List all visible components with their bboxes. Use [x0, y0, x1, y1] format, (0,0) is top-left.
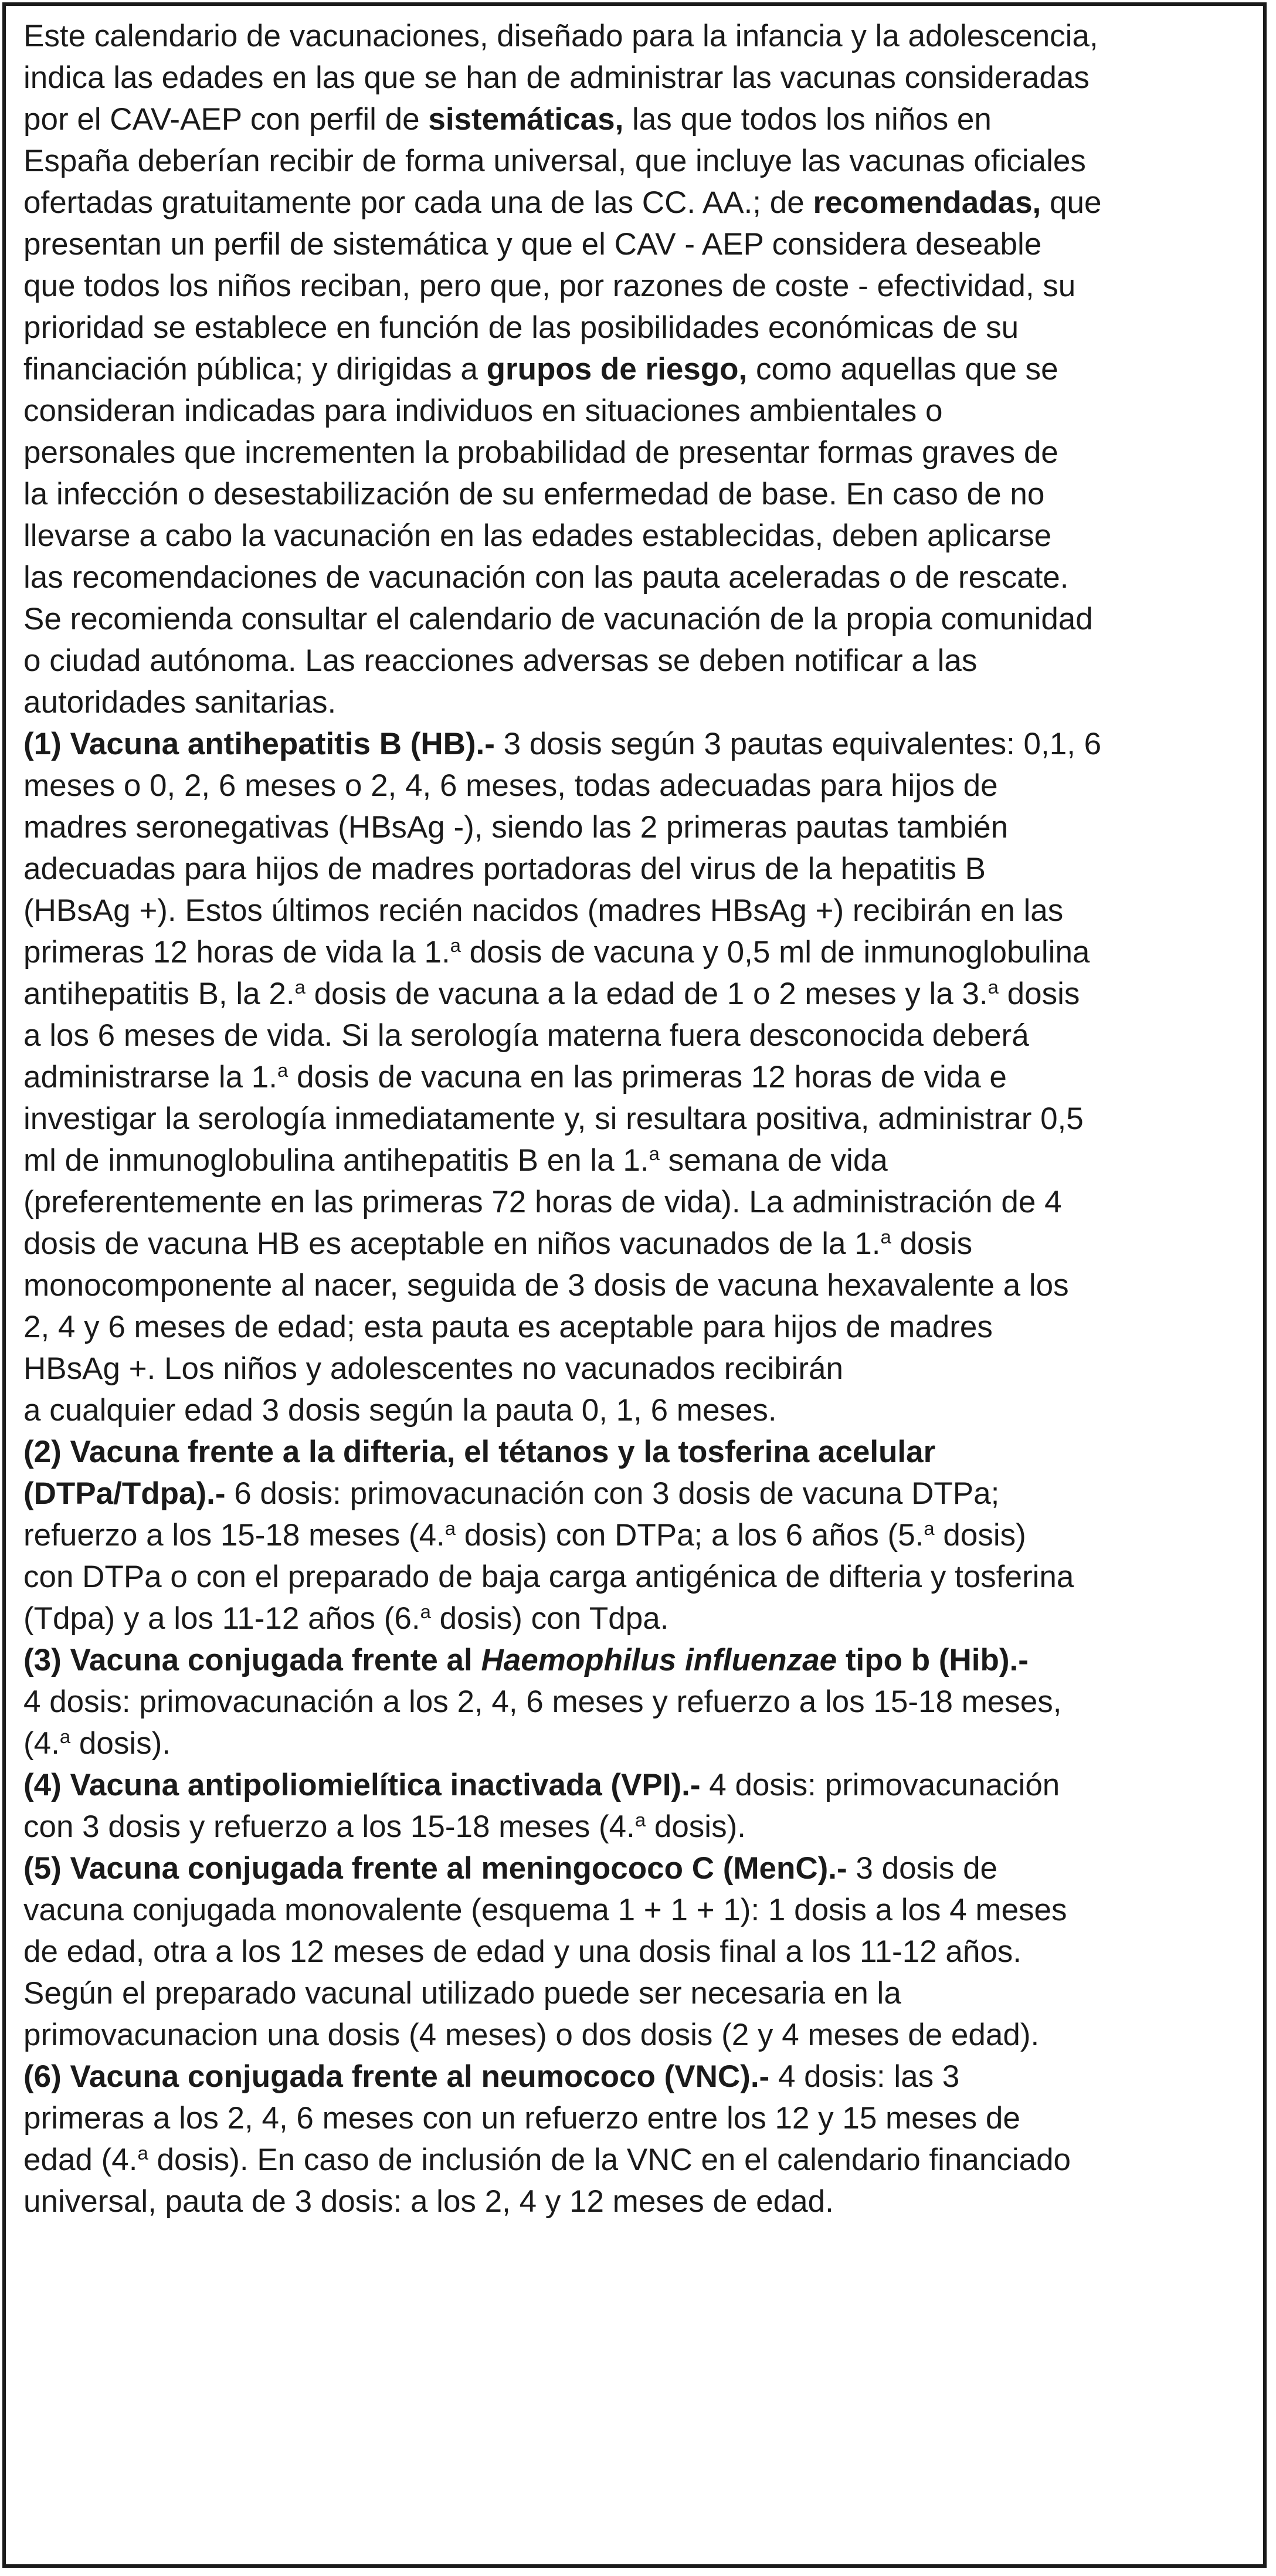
- text-line: [23, 973, 1255, 1015]
- text-line: [23, 1306, 1255, 1348]
- text-segment: ml de inmunoglobulina antihepatitis B en la 1.: [23, 1143, 649, 1178]
- text-line: [23, 1723, 1255, 1764]
- text-line: [23, 1181, 1255, 1223]
- text-segment: 3 dosis de: [847, 1851, 998, 1886]
- vaccine-note-5: [23, 1848, 1255, 2056]
- text-segment: las recomendaciones de vacunación con las pauta aceleradas o de rescate.: [23, 560, 1069, 595]
- text-segment: de edad, otra a los 12 meses de edad y una dosis final a los 11-12 años.: [23, 1934, 1022, 1969]
- text-segment: madres seronegativas (HBsAg -), siendo las 2 primeras pautas también: [23, 810, 1009, 845]
- text-line: [23, 140, 1255, 182]
- text-segment: primeras 12 horas de vida la 1.: [23, 935, 450, 970]
- text-line: [23, 723, 1255, 765]
- text-line: [23, 765, 1255, 806]
- text-segment: semana de vida: [659, 1143, 888, 1178]
- ordinal-superscript: a: [987, 975, 999, 998]
- text-line: [23, 15, 1255, 57]
- text-segment: dosis). En caso de inclusión de la VNC en el calendario financiado: [148, 2143, 1071, 2177]
- text-segment: antihepatitis B, la 2.: [23, 977, 295, 1011]
- text-line: [23, 1056, 1255, 1098]
- text-segment: prioridad se establece en función de las posibilidades económicas de su: [23, 310, 1019, 345]
- ordinal-superscript: a: [137, 2141, 148, 2164]
- text-segment: dosis): [934, 1518, 1026, 1553]
- text-line: [23, 1389, 1255, 1431]
- text-line: [23, 2014, 1255, 2056]
- text-segment: 6 dosis: primovacunación con 3 dosis de vacuna DTPa;: [225, 1476, 1000, 1511]
- text-line: [23, 806, 1255, 848]
- text-segment: financiación pública; y dirigidas a: [23, 352, 487, 387]
- text-segment: que: [1041, 185, 1102, 220]
- text-segment: a los 6 meses de vida. Si la serología materna fuera desconocida deberá: [23, 1018, 1029, 1053]
- text-line: [23, 1639, 1255, 1681]
- text-line: [23, 390, 1255, 432]
- text-segment: dosis) con DTPa; a los 6 años (5.: [456, 1518, 924, 1553]
- text-segment: por el CAV-AEP con perfil de: [23, 102, 429, 137]
- text-line: [23, 2056, 1255, 2097]
- text-segment: refuerzo a los 15-18 meses (4.: [23, 1518, 445, 1553]
- text-line: [23, 557, 1255, 598]
- vaccine-notes: [23, 723, 1255, 2222]
- text-line: [23, 1598, 1255, 1639]
- text-line: [23, 1223, 1255, 1265]
- bold-text: (DTPa/Tdpa).-: [23, 1476, 226, 1511]
- bold-text: sistemáticas,: [428, 102, 624, 137]
- text-segment: 3 dosis según 3 pautas equivalentes: 0,1, 6: [494, 727, 1102, 761]
- text-line: [23, 1348, 1255, 1389]
- text-line: [23, 515, 1255, 557]
- text-line: [23, 598, 1255, 640]
- text-segment: que todos los niños reciban, pero que, por razones de coste - efectividad, su: [23, 269, 1076, 303]
- bold-text: tipo b (Hib).-: [837, 1643, 1029, 1677]
- ordinal-superscript: a: [880, 1225, 891, 1248]
- text-segment: administrarse la 1.: [23, 1060, 278, 1094]
- text-segment: dosis de vacuna en las primeras 12 horas de vida e: [288, 1060, 1007, 1094]
- text-line: [23, 1015, 1255, 1056]
- ordinal-superscript: a: [277, 1059, 289, 1081]
- text-segment: dosis) con Tdpa.: [430, 1601, 669, 1636]
- vaccine-note-6: [23, 2056, 1255, 2222]
- bold-text: (2) Vacuna frente a la difteria, el tétanos y la tosferina acelular: [23, 1435, 936, 1469]
- text-segment: consideran indicadas para individuos en situaciones ambientales o: [23, 394, 943, 428]
- text-line: [23, 1931, 1255, 1972]
- text-line: [23, 223, 1255, 265]
- text-segment: las que todos los niños en: [623, 102, 992, 137]
- bold-text: recomendadas,: [813, 185, 1041, 220]
- text-line: [23, 1764, 1255, 1806]
- document-body: [23, 15, 1255, 2222]
- text-segment: primovacunacion una dosis (4 meses) o dos dosis (2 y 4 meses de edad).: [23, 2018, 1040, 2052]
- text-line: [23, 2139, 1255, 2181]
- text-segment: (HBsAg +). Estos últimos recién nacidos (madres HBsAg +) recibirán en las: [23, 893, 1064, 928]
- vaccine-note-4: [23, 1764, 1255, 1848]
- text-segment: autoridades sanitarias.: [23, 685, 337, 720]
- text-line: [23, 1889, 1255, 1931]
- text-segment: (preferentemente en las primeras 72 horas de vida). La administración de 4: [23, 1185, 1062, 1219]
- text-segment: adecuadas para hijos de madres portadoras del virus de la hepatitis B: [23, 852, 986, 886]
- ordinal-superscript: a: [634, 1808, 646, 1831]
- ordinal-superscript: a: [444, 1517, 456, 1539]
- text-line: [23, 307, 1255, 348]
- text-line: [23, 2181, 1255, 2222]
- text-segment: o ciudad autónoma. Las reacciones adversas se deben notificar a las: [23, 643, 978, 678]
- text-line: [23, 1431, 1255, 1473]
- text-segment: la infección o desestabilización de su enfermedad de base. En caso de no: [23, 477, 1045, 511]
- text-line: [23, 1681, 1255, 1723]
- text-segment: dosis).: [70, 1726, 171, 1761]
- text-line: [23, 1806, 1255, 1848]
- text-segment: (Tdpa) y a los 11-12 años (6.: [23, 1601, 420, 1636]
- text-segment: dosis de vacuna y 0,5 ml de inmunoglobulina: [460, 935, 1090, 970]
- text-line: [23, 182, 1255, 223]
- bold-text: Haemophilus influenzae: [481, 1643, 837, 1677]
- text-segment: dosis de vacuna a la edad de 1 o 2 meses y la 3.: [305, 977, 988, 1011]
- text-line: [23, 931, 1255, 973]
- text-line: [23, 348, 1255, 390]
- intro-paragraph: [23, 15, 1255, 723]
- text-segment: primeras a los 2, 4, 6 meses con un refuerzo entre los 12 y 15 meses de: [23, 2101, 1020, 2136]
- text-segment: monocomponente al nacer, seguida de 3 dosis de vacuna hexavalente a los: [23, 1268, 1069, 1303]
- ordinal-superscript: a: [59, 1725, 71, 1747]
- text-segment: con DTPa o con el preparado de baja carga antigénica de difteria y tosferina: [23, 1560, 1074, 1594]
- text-segment: dosis: [891, 1226, 973, 1261]
- text-segment: dosis: [998, 977, 1080, 1011]
- text-line: [23, 1556, 1255, 1598]
- text-segment: dosis).: [646, 1809, 746, 1844]
- text-segment: presentan un perfil de sistemática y que el CAV - AEP considera deseable: [23, 227, 1042, 262]
- text-segment: con 3 dosis y refuerzo a los 15-18 meses (4.: [23, 1809, 635, 1844]
- text-line: [23, 1848, 1255, 1889]
- text-line: [23, 432, 1255, 473]
- text-line: [23, 1514, 1255, 1556]
- text-segment: 2, 4 y 6 meses de edad; esta pauta es aceptable para hijos de madres: [23, 1310, 993, 1344]
- text-line: [23, 1972, 1255, 2014]
- text-segment: 4 dosis: primovacunación: [700, 1768, 1060, 1802]
- text-line: [23, 99, 1255, 140]
- ordinal-superscript: a: [420, 1600, 431, 1622]
- text-segment: llevarse a cabo la vacunación en las edades establecidas, deben aplicarse: [23, 518, 1052, 553]
- vaccine-note-3: [23, 1639, 1255, 1764]
- vaccine-note-2: [23, 1431, 1255, 1639]
- text-segment: personales que incrementen la probabilidad de presentar formas graves de: [23, 435, 1058, 470]
- text-segment: 4 dosis: las 3: [769, 2059, 960, 2094]
- text-segment: edad (4.: [23, 2143, 138, 2177]
- ordinal-superscript: a: [924, 1517, 935, 1539]
- ordinal-superscript: a: [450, 934, 461, 956]
- text-line: [23, 1098, 1255, 1140]
- document-frame: [2, 2, 1267, 2568]
- bold-text: (1) Vacuna antihepatitis B (HB).-: [23, 727, 495, 761]
- text-segment: España deberían recibir de forma universal, que incluye las vacunas oficiales: [23, 144, 1086, 178]
- text-segment: investigar la serología inmediatamente y, si resultara positiva, administrar 0,5: [23, 1101, 1084, 1136]
- text-segment: ofertadas gratuitamente por cada una de las CC. AA.; de: [23, 185, 813, 220]
- bold-text: (3) Vacuna conjugada frente al: [23, 1643, 481, 1677]
- text-segment: (4.: [23, 1726, 60, 1761]
- text-line: [23, 682, 1255, 723]
- text-line: [23, 640, 1255, 682]
- text-line: [23, 265, 1255, 307]
- ordinal-superscript: a: [294, 975, 306, 998]
- text-segment: 4 dosis: primovacunación a los 2, 4, 6 meses y refuerzo a los 15-18 meses,: [23, 1684, 1062, 1719]
- text-line: [23, 2097, 1255, 2139]
- text-segment: indica las edades en las que se han de administrar las vacunas consideradas: [23, 60, 1090, 95]
- text-segment: como aquellas que se: [747, 352, 1058, 387]
- text-segment: vacuna conjugada monovalente (esquema 1 + 1 + 1): 1 dosis a los 4 meses: [23, 1893, 1067, 1927]
- text-segment: Se recomienda consultar el calendario de vacunación de la propia comunidad: [23, 602, 1093, 636]
- bold-text: (5) Vacuna conjugada frente al meningococo C (MenC).-: [23, 1851, 847, 1886]
- text-segment: universal, pauta de 3 dosis: a los 2, 4 y 12 meses de edad.: [23, 2184, 834, 2219]
- text-segment: Este calendario de vacunaciones, diseñado para la infancia y la adolescencia,: [23, 19, 1098, 53]
- text-line: [23, 1140, 1255, 1181]
- text-line: [23, 57, 1255, 99]
- ordinal-superscript: a: [649, 1142, 660, 1164]
- text-segment: HBsAg +. Los niños y adolescentes no vacunados recibirán: [23, 1351, 843, 1386]
- text-line: [23, 1473, 1255, 1514]
- text-line: [23, 1265, 1255, 1306]
- bold-text: (4) Vacuna antipoliomielítica inactivada (VPI).-: [23, 1768, 701, 1802]
- vaccine-note-1: [23, 723, 1255, 1431]
- text-segment: meses o 0, 2, 6 meses o 2, 4, 6 meses, todas adecuadas para hijos de: [23, 768, 998, 803]
- bold-text: grupos de riesgo,: [486, 352, 748, 387]
- text-segment: a cualquier edad 3 dosis según la pauta 0, 1, 6 meses.: [23, 1393, 777, 1428]
- text-segment: dosis de vacuna HB es aceptable en niños vacunados de la 1.: [23, 1226, 881, 1261]
- text-line: [23, 473, 1255, 515]
- text-line: [23, 848, 1255, 890]
- bold-text: (6) Vacuna conjugada frente al neumococo (VNC).-: [23, 2059, 770, 2094]
- text-segment: Según el preparado vacunal utilizado puede ser necesaria en la: [23, 1976, 901, 2011]
- text-line: [23, 890, 1255, 931]
